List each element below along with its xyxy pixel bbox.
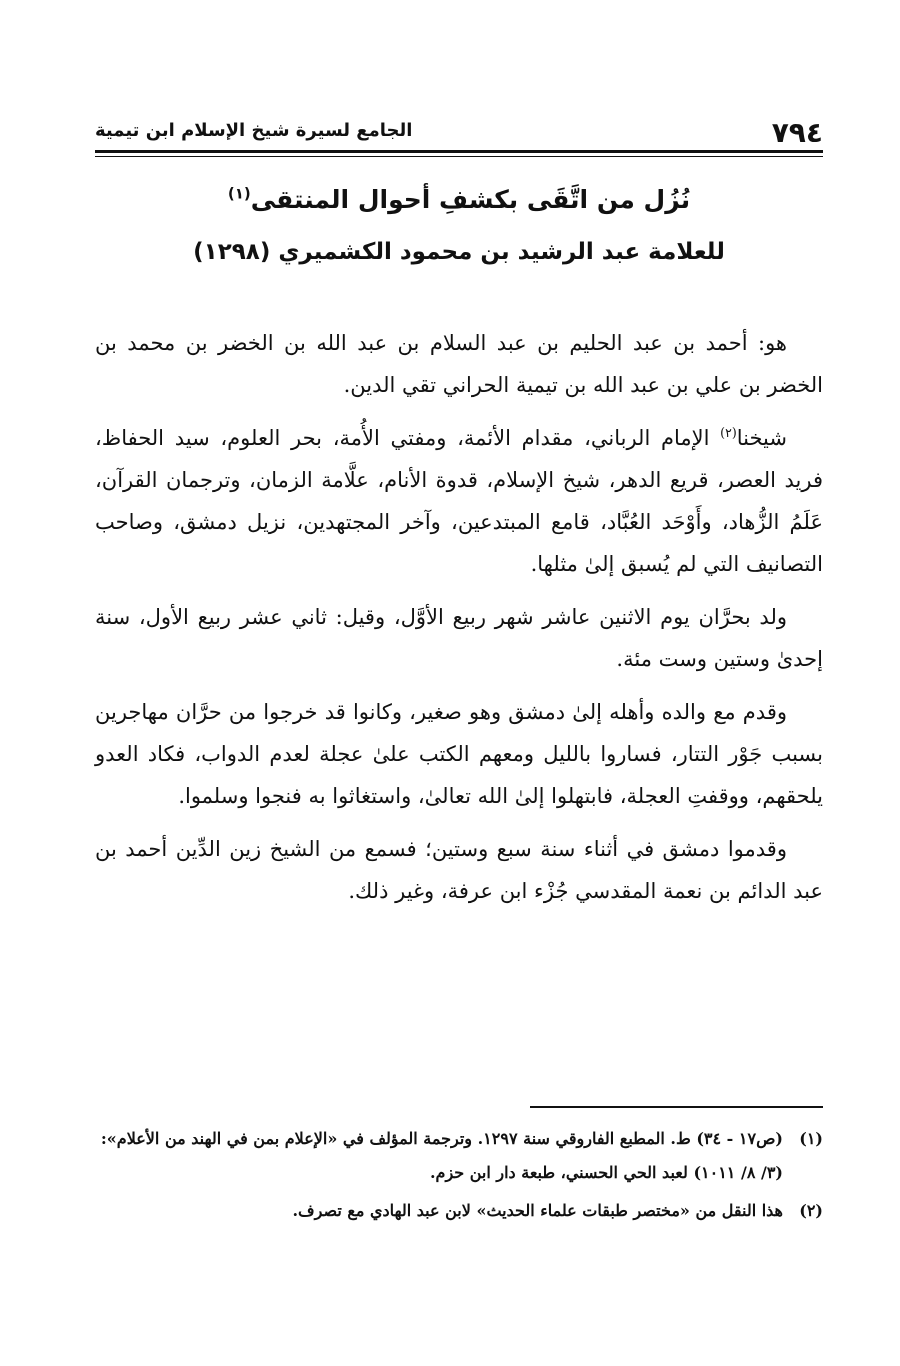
footnote-text: هذا النقل من «مختصر طبقات علماء الحديث» لابن عبد الهادي مع تصرف. [292,1201,783,1220]
footnote-number: (١) [799,1129,823,1148]
header-rule-thin [95,156,823,157]
running-head [95,108,823,154]
title-block [95,172,823,276]
footnote-ref-2[interactable]: (٢) [720,425,737,440]
chapter-title [95,172,823,228]
paragraph-damascus: وقدموا دمشق في أثناء سنة سبع وستين؛ فسمع من الشيخ زين الدِّين أحمد بن عبد الدائم بن نعمة المقدسي جُزْء ابن عرفة، وغير ذلك. [95,837,823,903]
body-text [95,322,823,923]
paragraph-birth: ولد بحرَّان يوم الاثنين عاشر شهر ربيع الأوَّل، وقيل: ثاني عشر ربيع الأول، سنة إحدىٰ وستين وست مئة. [95,605,823,671]
paragraph-titles-text: الإمام الرباني، مقدام الأئمة، ومفتي الأُمة، بحر العلوم، سيد الحفاظ، فريد العصر، قريع الدهر، شيخ الإسلام، قدوة الأنام، علَّامة الزمان، وترجمان القرآن، عَلَمُ الزُّهاد، وأَوْحَد العُبَّاد، قامع المبتدعين، وآخر المجتهدين، نزيل دمشق، وصاحب التصانيف التي لم يُسبق إلىٰ مثلها. [95,426,823,576]
header-rule [95,150,823,153]
footnote-1 [95,1122,823,1190]
chapter-subtitle: للعلامة عبد الرشيد بن محمود الكشميري (١٢٩٨) [193,239,725,265]
footnote-separator [530,1106,823,1108]
running-book-title: الجامع لسيرة شيخ الإسلام ابن تيمية [95,120,413,141]
footnotes [95,1122,823,1232]
paragraph-lineage: هو: أحمد بن عبد الحليم بن عبد السلام بن عبد الله بن الخضر بن محمد بن الخضر بن علي بن عبد الله بن تيمية الحراني تقي الدين. [95,331,823,397]
footnote-text: (ص١٧ - ٣٤) ط. المطبع الفاروقي سنة ١٢٩٧. وترجمة المؤلف في «الإعلام بمن في الهند من الأعلام»: (٣/ ٨/ ١٠١١) لعبد الحي الحسني، طبعة دار ابن حزم. [100,1129,783,1182]
footnote-2 [95,1194,823,1228]
paragraph-lead-word: شيخنا [736,426,787,450]
paragraph-titles [95,417,823,585]
chapter-title-text: نُزُل من اتَّقَى بكشفِ أحوال المنتقى [250,185,691,214]
footnote-ref-1[interactable]: (١) [227,184,251,203]
footnote-number: (٢) [799,1201,823,1220]
paragraph-migration: وقدم مع والده وأهله إلىٰ دمشق وهو صغير، وكانوا قد خرجوا من حرَّان مهاجرين بسبب جَوْر التتار، فساروا بالليل ومعهم الكتب علىٰ عجلة لعدم الدواب، فكاد العدو يلحقهم، ووقفتِ العجلة، فابتهلوا إلىٰ الله تعالىٰ، واستغاثوا به فنجوا وسلموا. [95,700,823,808]
page-number: ٧٩٤ [771,116,823,149]
